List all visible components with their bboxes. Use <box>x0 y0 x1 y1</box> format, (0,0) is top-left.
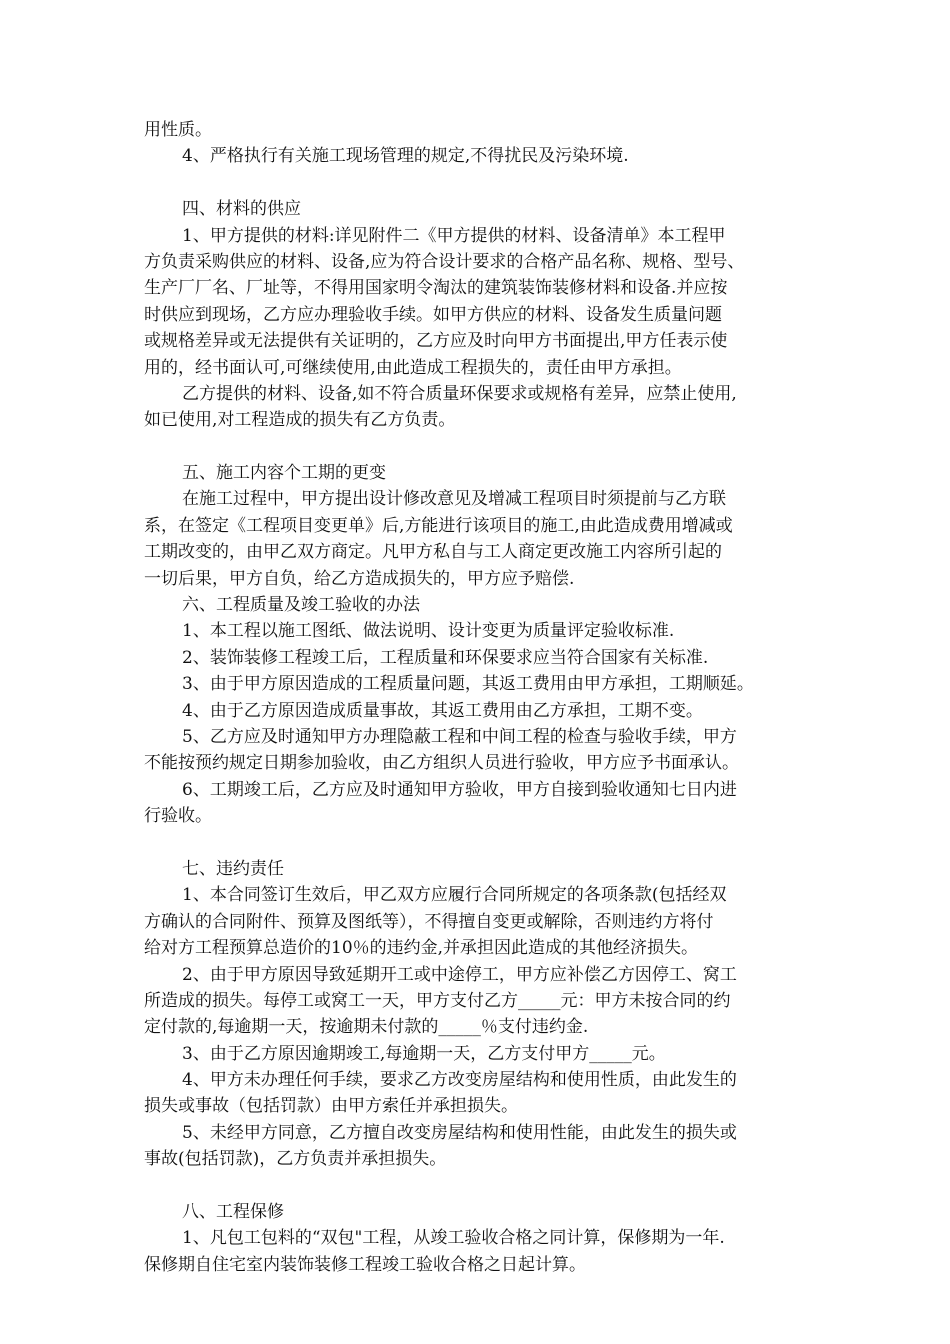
text-line: 方确认的合同附件、预算及图纸等），不得擅自变更或解除，否则违约方将付 <box>144 911 714 932</box>
text-line: 时供应到现场，乙方应办理验收手续。如甲方供应的材料、设备发生质量问题 <box>144 304 722 325</box>
paragraph-gap <box>144 830 816 856</box>
text-line: 用的，经书面认可,可继续使用,由此造成工程损失的，责任由甲方承担。 <box>144 357 682 378</box>
text-line: 给对方工程预算总造价的10％的违约金,并承担因此造成的其他经济损失。 <box>144 938 699 959</box>
text-line: 2、由于甲方原因导致延期开工或中途停工，甲方应补偿乙方因停工、窝工 <box>182 964 737 985</box>
text-line: 系，在签定《工程项目变更单》后,方能进行该项目的施工,由此造成费用增减或 <box>144 515 733 536</box>
text-line: 一切后果，甲方自负，给乙方造成损失的，甲方应予赔偿. <box>144 568 575 589</box>
text-line: 5、乙方应及时通知甲方办理隐蔽工程和中间工程的检查与验收手续，甲方 <box>182 726 737 747</box>
text-line: 用性质。 <box>144 120 212 140</box>
text-line: 1、本工程以施工图纸、做法说明、设计变更为质量评定验收标准. <box>182 621 675 642</box>
text-line: 1、甲方提供的材料:详见附件二《甲方提供的材料、设备清单》本工程甲 <box>182 225 726 246</box>
text-line: 工期改变的，由甲乙双方商定。凡甲方私自与工人商定更改施工内容所引起的 <box>144 542 722 563</box>
text-line: 或规格差异或无法提供有关证明的，乙方应及时向甲方书面提出,甲方任表示使 <box>144 331 728 352</box>
text-line: 不能按预约规定日期参加验收，由乙方组织人员进行验收，甲方应予书面承认。 <box>144 753 739 774</box>
text-line: 6、工期竣工后，乙方应及时通知甲方验收，甲方自接到验收通知七日内进 <box>182 779 737 800</box>
document-page <box>144 117 816 1278</box>
text-line: 2、装饰装修工程竣工后，工程质量和环保要求应当符合国家有关标准. <box>182 647 709 668</box>
text-line: 方负责采购供应的材料、设备,应为符合设计要求的合格产品名称、规格、型号、 <box>144 251 745 272</box>
paragraph-gap <box>144 434 816 460</box>
text-line: 4、严格执行有关施工现场管理的规定,不得扰民及污染环境. <box>182 146 629 167</box>
text-line: 保修期自住宅室内装饰装修工程竣工验收合格之日起计算。 <box>144 1254 586 1275</box>
text-line: 生产厂厂名、厂址等，不得用国家明令淘汰的建筑装饰装修材料和设备.并应按 <box>144 278 728 299</box>
text-line: 5、未经甲方同意，乙方擅自改变房屋结构和使用性能，由此发生的损失或 <box>182 1122 737 1143</box>
text-line: 四、材料的供应 <box>182 199 301 220</box>
text-line: 3、由于乙方原因逾期竣工,每逾期一天，乙方支付甲方_____元。 <box>182 1043 666 1064</box>
text-line: 七、违约责任 <box>182 858 284 879</box>
text-line: 如已使用,对工程造成的损失有乙方负责。 <box>144 410 456 431</box>
text-line: 4、由于乙方原因造成质量事故，其返工费用由乙方承担，工期不变。 <box>182 700 703 721</box>
text-line: 事故(包括罚款)，乙方负责并承担损失。 <box>144 1149 447 1170</box>
text-line: 损失或事故（包括罚款）由甲方索任并承担损失。 <box>144 1096 518 1117</box>
text-line: 乙方提供的材料、设备,如不符合质量环保要求或规格有差异，应禁止使用, <box>182 383 737 404</box>
text-line: 所造成的损失。每停工或窝工一天，甲方支付乙方_____元：甲方未按合同的约 <box>144 990 731 1011</box>
text-line: 1、凡包工包料的“双包"工程，从竣工验收合格之同计算，保修期为一年. <box>182 1228 725 1249</box>
text-line: 行验收。 <box>144 806 212 827</box>
paragraph-gap <box>144 1173 816 1199</box>
text-line: 1、本合同签订生效后，甲乙双方应履行合同所规定的各项条款(包括经双 <box>182 885 727 906</box>
text-line: 在施工过程中，甲方提出设计修改意见及增减工程项目时须提前与乙方联 <box>182 489 726 510</box>
text-line: 3、由于甲方原因造成的工程质量问题，其返工费用由甲方承担，工期顺延。 <box>182 674 754 695</box>
text-line: 八、工程保修 <box>182 1202 284 1223</box>
text-line: 4、甲方未办理任何手续，要求乙方改变房屋结构和使用性质，由此发生的 <box>182 1070 737 1091</box>
text-line: 五、施工内容个工期的更变 <box>182 463 386 484</box>
text-line: 六、工程质量及竣工验收的办法 <box>182 595 420 616</box>
text-line: 定付款的,每逾期一天，按逾期未付款的_____％支付违约金. <box>144 1017 589 1038</box>
paragraph-gap <box>144 170 816 196</box>
